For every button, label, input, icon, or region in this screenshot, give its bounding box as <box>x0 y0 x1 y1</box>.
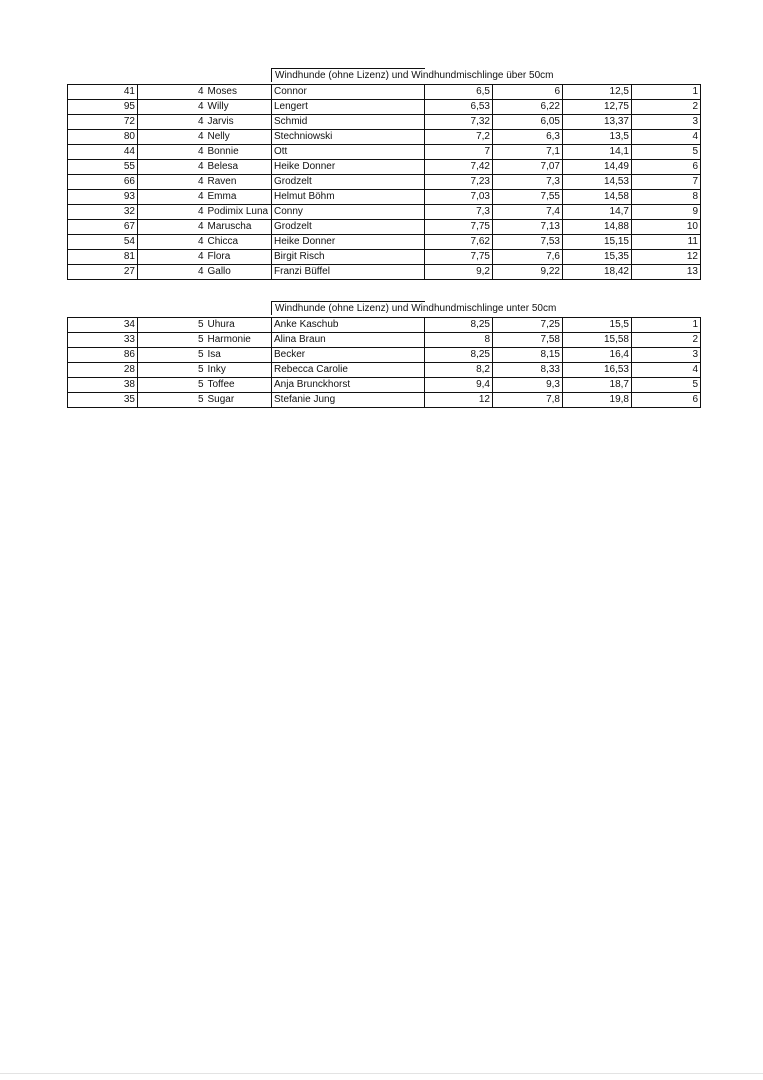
start-number-cell: 32 <box>68 205 138 220</box>
total-time-cell: 14,58 <box>563 190 632 205</box>
dog-name-cell: Belesa <box>206 160 272 175</box>
dog-name-cell: Bonnie <box>206 145 272 160</box>
run1-time-cell: 7 <box>425 145 493 160</box>
section-title: Windhunde (ohne Lizenz) und Windhundmischlinge über 50cm <box>271 68 425 82</box>
place-cell: 8 <box>632 190 701 205</box>
place-cell: 2 <box>632 333 701 348</box>
group-cell: 5 <box>138 348 206 363</box>
start-number-cell: 93 <box>68 190 138 205</box>
owner-cell: Franzi Büffel <box>272 265 425 280</box>
start-number-cell: 27 <box>68 265 138 280</box>
run2-time-cell: 6,22 <box>493 100 563 115</box>
start-number-cell: 54 <box>68 235 138 250</box>
place-cell: 6 <box>632 393 701 408</box>
group-cell: 5 <box>138 333 206 348</box>
start-number-cell: 55 <box>68 160 138 175</box>
total-time-cell: 14,53 <box>563 175 632 190</box>
start-number-cell: 81 <box>68 250 138 265</box>
run2-time-cell: 7,4 <box>493 205 563 220</box>
group-cell: 4 <box>138 160 206 175</box>
start-number-cell: 44 <box>68 145 138 160</box>
run1-time-cell: 7,03 <box>425 190 493 205</box>
run1-time-cell: 8,25 <box>425 348 493 363</box>
table-row <box>68 205 701 220</box>
total-time-cell: 14,1 <box>563 145 632 160</box>
place-cell: 13 <box>632 265 701 280</box>
total-time-cell: 16,53 <box>563 363 632 378</box>
run1-time-cell: 7,2 <box>425 130 493 145</box>
owner-cell: Stefanie Jung <box>272 393 425 408</box>
section-title: Windhunde (ohne Lizenz) und Windhundmischlinge unter 50cm <box>271 301 425 315</box>
run2-time-cell: 6,05 <box>493 115 563 130</box>
group-cell: 4 <box>138 85 206 100</box>
place-cell: 5 <box>632 145 701 160</box>
group-cell: 4 <box>138 100 206 115</box>
group-cell: 5 <box>138 363 206 378</box>
dog-name-cell: Emma <box>206 190 272 205</box>
place-cell: 5 <box>632 378 701 393</box>
owner-cell: Ott <box>272 145 425 160</box>
start-number-cell: 67 <box>68 220 138 235</box>
group-cell: 5 <box>138 393 206 408</box>
page-edge-line <box>0 1073 763 1074</box>
run2-time-cell: 7,6 <box>493 250 563 265</box>
table-row <box>68 115 701 130</box>
dog-name-cell: Podimix Luna <box>206 205 272 220</box>
run1-time-cell: 8,25 <box>425 318 493 333</box>
total-time-cell: 15,58 <box>563 333 632 348</box>
run2-time-cell: 8,15 <box>493 348 563 363</box>
dog-name-cell: Harmonie <box>206 333 272 348</box>
start-number-cell: 80 <box>68 130 138 145</box>
group-cell: 4 <box>138 175 206 190</box>
table-row <box>68 190 701 205</box>
owner-cell: Anja Brunckhorst <box>272 378 425 393</box>
start-number-cell: 34 <box>68 318 138 333</box>
owner-cell: Connor <box>272 85 425 100</box>
total-time-cell: 14,7 <box>563 205 632 220</box>
total-time-cell: 14,88 <box>563 220 632 235</box>
place-cell: 12 <box>632 250 701 265</box>
start-number-cell: 66 <box>68 175 138 190</box>
run1-time-cell: 6,53 <box>425 100 493 115</box>
place-cell: 9 <box>632 205 701 220</box>
run2-time-cell: 9,3 <box>493 378 563 393</box>
run2-time-cell: 7,58 <box>493 333 563 348</box>
start-number-cell: 72 <box>68 115 138 130</box>
results-table <box>67 84 701 280</box>
total-time-cell: 14,49 <box>563 160 632 175</box>
place-cell: 4 <box>632 363 701 378</box>
owner-cell: Alina Braun <box>272 333 425 348</box>
table-row <box>68 145 701 160</box>
place-cell: 10 <box>632 220 701 235</box>
dog-name-cell: Moses <box>206 85 272 100</box>
start-number-cell: 95 <box>68 100 138 115</box>
group-cell: 4 <box>138 220 206 235</box>
start-number-cell: 86 <box>68 348 138 363</box>
table-row <box>68 318 701 333</box>
start-number-cell: 35 <box>68 393 138 408</box>
dog-name-cell: Gallo <box>206 265 272 280</box>
place-cell: 3 <box>632 115 701 130</box>
owner-cell: Helmut Böhm <box>272 190 425 205</box>
dog-name-cell: Nelly <box>206 130 272 145</box>
owner-cell: Becker <box>272 348 425 363</box>
table-row <box>68 363 701 378</box>
run2-time-cell: 7,1 <box>493 145 563 160</box>
group-cell: 4 <box>138 145 206 160</box>
table-row <box>68 235 701 250</box>
place-cell: 3 <box>632 348 701 363</box>
run2-time-cell: 8,33 <box>493 363 563 378</box>
dog-name-cell: Raven <box>206 175 272 190</box>
owner-cell: Lengert <box>272 100 425 115</box>
group-cell: 4 <box>138 235 206 250</box>
owner-cell: Birgit Risch <box>272 250 425 265</box>
owner-cell: Grodzelt <box>272 220 425 235</box>
owner-cell: Grodzelt <box>272 175 425 190</box>
table-row <box>68 348 701 363</box>
dog-name-cell: Isa <box>206 348 272 363</box>
run1-time-cell: 12 <box>425 393 493 408</box>
results-table <box>67 317 701 408</box>
run1-time-cell: 7,62 <box>425 235 493 250</box>
total-time-cell: 16,4 <box>563 348 632 363</box>
group-cell: 5 <box>138 318 206 333</box>
table-row <box>68 265 701 280</box>
table-row <box>68 175 701 190</box>
owner-cell: Conny <box>272 205 425 220</box>
dog-name-cell: Sugar <box>206 393 272 408</box>
run1-time-cell: 9,2 <box>425 265 493 280</box>
start-number-cell: 41 <box>68 85 138 100</box>
total-time-cell: 13,5 <box>563 130 632 145</box>
start-number-cell: 33 <box>68 333 138 348</box>
group-cell: 4 <box>138 130 206 145</box>
run1-time-cell: 7,75 <box>425 250 493 265</box>
total-time-cell: 19,8 <box>563 393 632 408</box>
table-row <box>68 85 701 100</box>
run1-time-cell: 7,75 <box>425 220 493 235</box>
run2-time-cell: 7,3 <box>493 175 563 190</box>
run2-time-cell: 7,8 <box>493 393 563 408</box>
run1-time-cell: 7,32 <box>425 115 493 130</box>
dog-name-cell: Uhura <box>206 318 272 333</box>
group-cell: 4 <box>138 190 206 205</box>
table-row <box>68 160 701 175</box>
owner-cell: Heike Donner <box>272 235 425 250</box>
run1-time-cell: 9,4 <box>425 378 493 393</box>
total-time-cell: 15,15 <box>563 235 632 250</box>
table-row <box>68 393 701 408</box>
run2-time-cell: 9,22 <box>493 265 563 280</box>
run2-time-cell: 7,53 <box>493 235 563 250</box>
run2-time-cell: 6 <box>493 85 563 100</box>
total-time-cell: 12,75 <box>563 100 632 115</box>
run2-time-cell: 6,3 <box>493 130 563 145</box>
group-cell: 4 <box>138 115 206 130</box>
total-time-cell: 15,5 <box>563 318 632 333</box>
start-number-cell: 28 <box>68 363 138 378</box>
owner-cell: Rebecca Carolie <box>272 363 425 378</box>
owner-cell: Heike Donner <box>272 160 425 175</box>
table-row <box>68 378 701 393</box>
place-cell: 4 <box>632 130 701 145</box>
run1-time-cell: 7,23 <box>425 175 493 190</box>
table-row <box>68 250 701 265</box>
table-row <box>68 333 701 348</box>
owner-cell: Anke Kaschub <box>272 318 425 333</box>
run2-time-cell: 7,25 <box>493 318 563 333</box>
place-cell: 7 <box>632 175 701 190</box>
table-row <box>68 100 701 115</box>
total-time-cell: 18,42 <box>563 265 632 280</box>
run1-time-cell: 6,5 <box>425 85 493 100</box>
dog-name-cell: Toffee <box>206 378 272 393</box>
run2-time-cell: 7,07 <box>493 160 563 175</box>
run2-time-cell: 7,55 <box>493 190 563 205</box>
table-row <box>68 130 701 145</box>
dog-name-cell: Chicca <box>206 235 272 250</box>
run1-time-cell: 7,42 <box>425 160 493 175</box>
place-cell: 6 <box>632 160 701 175</box>
total-time-cell: 12,5 <box>563 85 632 100</box>
group-cell: 4 <box>138 265 206 280</box>
total-time-cell: 18,7 <box>563 378 632 393</box>
owner-cell: Stechniowski <box>272 130 425 145</box>
dog-name-cell: Inky <box>206 363 272 378</box>
place-cell: 11 <box>632 235 701 250</box>
dog-name-cell: Flora <box>206 250 272 265</box>
start-number-cell: 38 <box>68 378 138 393</box>
place-cell: 1 <box>632 318 701 333</box>
total-time-cell: 13,37 <box>563 115 632 130</box>
group-cell: 4 <box>138 250 206 265</box>
total-time-cell: 15,35 <box>563 250 632 265</box>
group-cell: 4 <box>138 205 206 220</box>
place-cell: 2 <box>632 100 701 115</box>
run1-time-cell: 8,2 <box>425 363 493 378</box>
group-cell: 5 <box>138 378 206 393</box>
run1-time-cell: 8 <box>425 333 493 348</box>
dog-name-cell: Willy <box>206 100 272 115</box>
dog-name-cell: Jarvis <box>206 115 272 130</box>
owner-cell: Schmid <box>272 115 425 130</box>
run2-time-cell: 7,13 <box>493 220 563 235</box>
run1-time-cell: 7,3 <box>425 205 493 220</box>
dog-name-cell: Maruscha <box>206 220 272 235</box>
place-cell: 1 <box>632 85 701 100</box>
table-row <box>68 220 701 235</box>
